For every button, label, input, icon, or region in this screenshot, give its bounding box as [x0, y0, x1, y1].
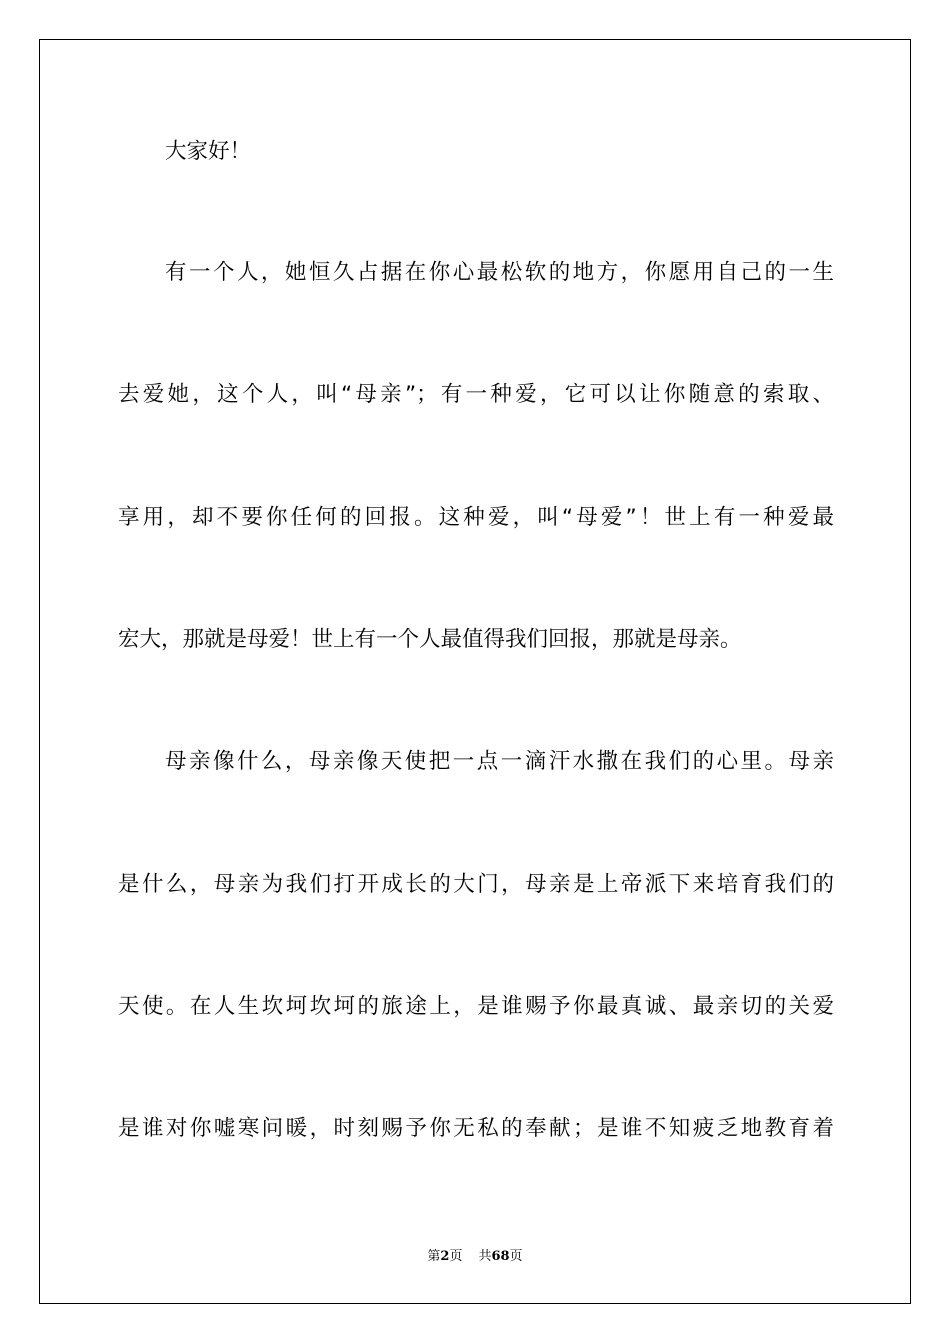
page-total-number: 68 [491, 1249, 510, 1264]
total-suffix: 页 [509, 1249, 523, 1264]
text-line-paragraph-2: 是谁对你嘘寒问暖，时刻赐予你无私的奉献；是谁不知疲乏地教育着 [118, 1116, 834, 1141]
page-suffix: 页 [449, 1249, 463, 1264]
text-line-paragraph-1: 有一个人，她恒久占据在你心最松软的地方，你愿用自己的一生 [165, 260, 834, 285]
text-line-paragraph-1: 去爱她，这个人，叫“母亲”；有一种爱，它可以让你随意的索取、 [118, 382, 834, 407]
page-prefix: 第 [427, 1249, 441, 1264]
text-line-paragraph-2: 是什么，母亲为我们打开成长的大门，母亲是上帝派下来培育我们的 [118, 872, 834, 897]
text-line-paragraph-1: 享用，却不要你任何的回报。这种爱，叫“母爱”！世上有一种爱最 [118, 505, 834, 530]
text-line-paragraph-1: 宏大，那就是母爱！世上有一个人最值得我们回报，那就是母亲。 [118, 627, 742, 652]
text-line-paragraph-2: 母亲像什么，母亲像天使把一点一滴汗水撒在我们的心里。母亲 [165, 749, 834, 774]
page-current-number: 2 [440, 1249, 450, 1264]
text-line-greeting: 大家好！ [165, 139, 252, 164]
total-prefix: 共 [478, 1249, 492, 1264]
page-footer [0, 1248, 950, 1266]
text-line-paragraph-2: 天使。在人生坎坷坎坷的旅途上，是谁赐予你最真诚、最亲切的关爱 [118, 994, 834, 1019]
